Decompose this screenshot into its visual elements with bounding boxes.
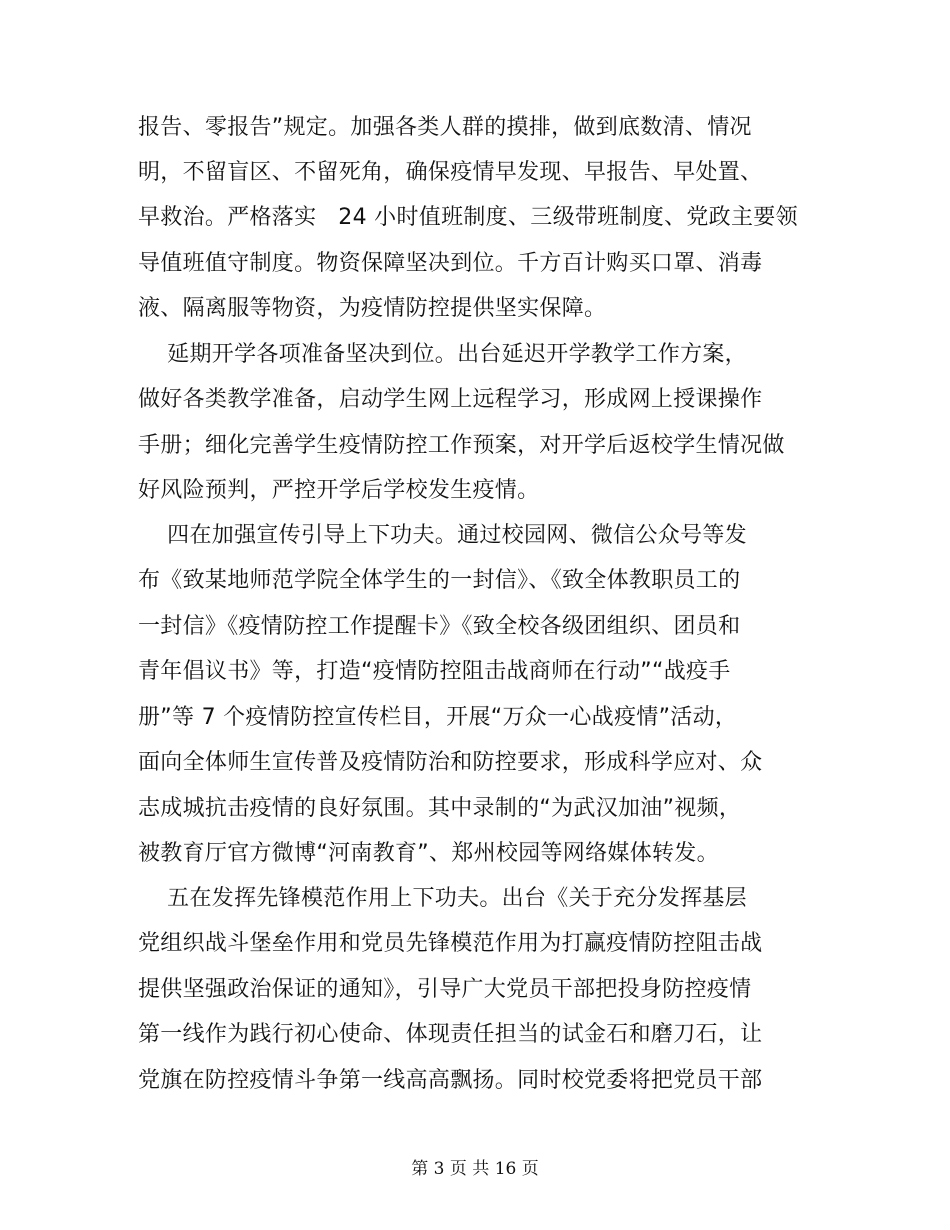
- text-line-7: 做好各类教学准备，启动学生网上远程学习，形成网上授课操作: [138, 387, 763, 412]
- text-line-4: 导值班值守制度。物资保障坚决到位。千方百计购买口罩、消毒: [138, 251, 763, 276]
- text-line-16: 志成城抗击疫情的良好氛围。其中录制的“为武汉加油”视频，: [138, 796, 742, 821]
- text-line-8: 手册；细化完善学生疫情防控工作预案，对开学后返校学生情况做: [138, 433, 785, 458]
- text-line-18: 五在发挥先锋模范作用上下功夫。出台《关于充分发挥基层: [138, 886, 747, 911]
- text-line-5: 液、隔离服等物资，为疫情防控提供坚实保障。: [138, 296, 607, 321]
- text-line-19: 党组织战斗堡垒作用和党员先锋模范作用为打赢疫情防控阻击战: [138, 931, 763, 956]
- text-line-21: 第一线作为践行初心使命、体现责任担当的试金石和磨刀石，让: [138, 1022, 763, 1047]
- text-line-1: 报告、零报告”规定。加强各类人群的摸排，做到底数清、情况: [138, 115, 752, 140]
- text-line-14: 册”等 7 个疫情防控宣传栏目，开展“万众一心战疫情”活动，: [138, 705, 738, 730]
- page-number-footer: 第 3 页 共 16 页: [411, 1159, 539, 1179]
- text-line-6: 延期开学各项准备坚决到位。出台延迟开学教学工作方案，: [138, 342, 747, 367]
- text-line-9: 好风险预判，严控开学后学校发生疫情。: [138, 478, 540, 503]
- text-line-17: 被教育厅官方微博“河南教育”、郑州校园等网络媒体转发。: [138, 841, 719, 866]
- text-line-3: 早救治。严格落实 24 小时值班制度、三级带班制度、党政主要领: [138, 205, 798, 230]
- text-line-12: 一封信》《疫情防控工作提醒卡》《致全校各级团组织、团员和: [138, 614, 741, 639]
- text-line-2: 明，不留盲区、不留死角，确保疫情早发现、早报告、早处置、: [138, 160, 763, 185]
- text-line-15: 面向全体师生宣传普及疫情防治和防控要求，形成科学应对、众: [138, 750, 763, 775]
- text-line-22: 党旗在防控疫情斗争第一线高高飘扬。同时校党委将把党员干部: [138, 1068, 763, 1093]
- text-line-13: 青年倡议书》等，打造“疫情防控阻击战商师在行动”“战疫手: [138, 659, 731, 684]
- text-line-20: 提供坚强政治保证的通知》，引导广大党员干部把投身防控疫情: [138, 977, 752, 1002]
- text-line-11: 布《致某地师范学院全体学生的一封信》、《致全体教职员工的: [138, 568, 741, 593]
- text-line-10: 四在加强宣传引导上下功夫。通过校园网、微信公众号等发: [138, 523, 747, 548]
